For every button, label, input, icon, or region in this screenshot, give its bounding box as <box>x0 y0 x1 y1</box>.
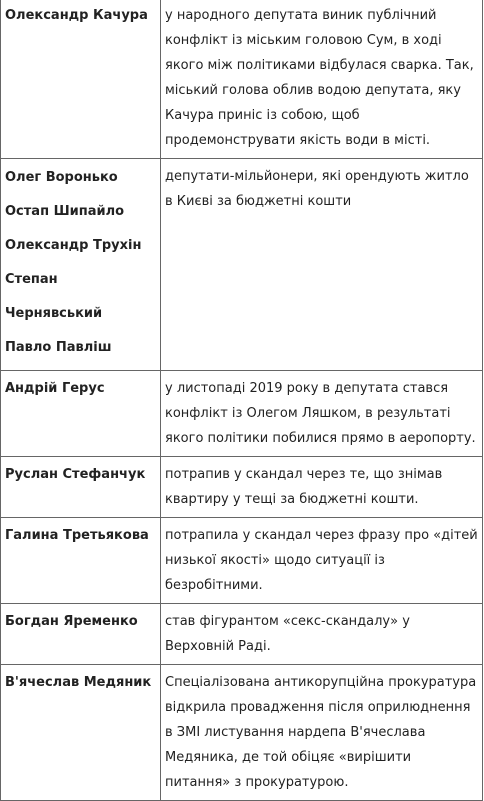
scandal-description: у листопаді 2019 року в депутата стався конфлікт із Олегом Ляшком, в результаті якого політики побилися прямо в аеропорту. <box>161 371 483 457</box>
deputy-name-cell <box>1 371 161 457</box>
deputy-name: Павло Павліш <box>5 340 112 355</box>
deputy-name: Руслан Стефанчук <box>5 467 146 482</box>
deputy-name: Андрій Герус <box>5 381 105 396</box>
deputy-name-cell <box>1 457 161 518</box>
deputy-name-cell <box>1 665 161 801</box>
deputy-name-cell <box>1 604 161 665</box>
deputy-name: Олександр Качура <box>5 8 148 23</box>
deputy-name: Богдан Яременко <box>5 614 138 629</box>
table-row <box>1 457 483 518</box>
table-row <box>1 665 483 801</box>
table-row <box>1 371 483 457</box>
deputy-name-cell <box>1 159 161 371</box>
deputy-name: Олександр Трухін <box>5 238 142 253</box>
scandal-description: депутати-мільйонери, які орендують житло в Києві за бюджетні кошти <box>161 159 483 371</box>
scandal-description: Спеціалізована антикорупційна прокуратура відкрила провадження після оприлюднення в ЗМІ листування нардепа В'ячеслава Медяника, де той обіцяє «вирішити питання» з прокуратурою. <box>161 665 483 801</box>
table-row <box>1 159 483 371</box>
deputy-name-cell <box>1 0 161 159</box>
scandal-description: потрапив у скандал через те, що знімав квартиру у тещі за бюджетні кошти. <box>161 457 483 518</box>
scandal-description: у народного депутата виник публічний конфлікт із міським головою Сум, в ході якого між політиками відбулася сварка. Так, міський голова облив водою депутата, яку Качура приніс із собою, щоб продемонструвати якість води в місті. <box>161 0 483 159</box>
deputy-name: Остап Шипайло <box>5 204 125 219</box>
deputy-name: В'ячеслав Медяник <box>5 675 152 690</box>
deputy-name: Галина Третьякова <box>5 528 149 543</box>
deputy-name-cell <box>1 518 161 604</box>
deputy-name: Олег Воронько <box>5 170 118 185</box>
scandal-description: став фігурантом «секс-скандалу» у Верховній Раді. <box>161 604 483 665</box>
table-row <box>1 0 483 159</box>
table-row <box>1 604 483 665</box>
deputy-name: Степан Чернявський <box>5 272 103 321</box>
scandal-description: потрапила у скандал через фразу про «дітей низької якості» щодо ситуації із безробітними. <box>161 518 483 604</box>
table-row <box>1 518 483 604</box>
